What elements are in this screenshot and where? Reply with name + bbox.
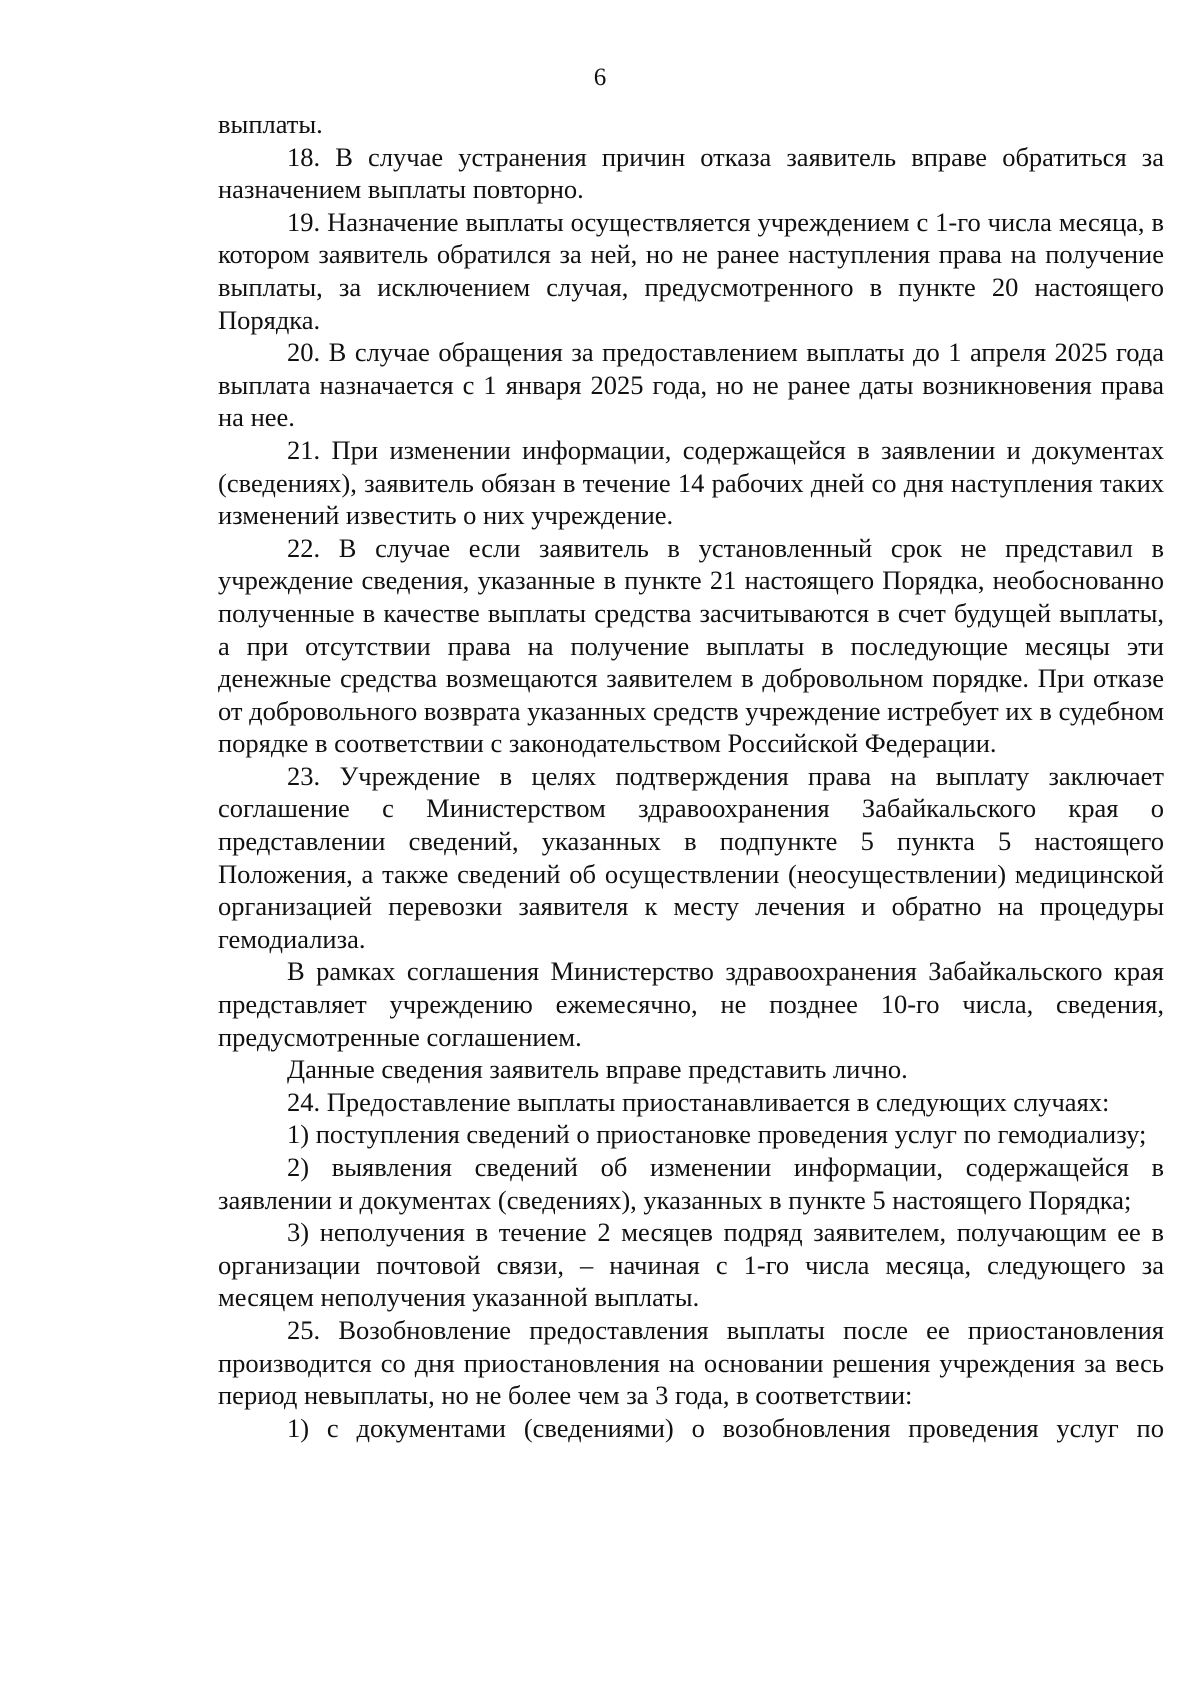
paragraph-24-item-2: 2) выявления сведений об изменении информации, содержащейся в заявлении и документах (сведениях), указанных в пункте 5 настоящего Порядка; <box>218 1152 1164 1215</box>
paragraph-25: 25. Возобновление предоставления выплаты после ее приостановления производится со дня приостановления на основании решения учреждения за весь период невыплаты, но не более чем за 3 года, в соответствии: <box>218 1314 1164 1411</box>
paragraph-21: 21. При изменении информации, содержащейся в заявлении и документах (сведениях), заявитель обязан в течение 14 рабочих дней со дня наступления таких изменений известить о них учреждение. <box>218 434 1164 531</box>
page-number: 6 <box>593 64 607 91</box>
document-body <box>218 108 1164 1444</box>
paragraph-continuation: выплаты. <box>218 109 323 139</box>
paragraph-23-agreement: В рамках соглашения Министерство здравоохранения Забайкальского края представляет учреждению ежемесячно, не позднее 10-го числа, сведения, предусмотренные соглашением. <box>218 956 1164 1052</box>
paragraph-25-item-1: 1) с документами (сведениями) о возобновления проведения услуг по <box>287 1412 1164 1443</box>
paragraph-20: 20. В случае обращения за предоставлением выплаты до 1 апреля 2025 года выплата назначается с 1 января 2025 года, но не ранее даты возникновения права на нее. <box>218 337 1164 433</box>
paragraph-24: 24. Предоставление выплаты приостанавливается в следующих случаях: <box>287 1086 1110 1117</box>
paragraph-18: 18. В случае устранения причин отказа заявитель вправе обратиться за назначением выплаты повторно. <box>218 141 1164 205</box>
paragraph-23: 23. Учреждение в целях подтверждения права на выплату заключает соглашение с Министерством здравоохранения Забайкальского края о представлении сведений, указанных в подпункте 5 пункта 5 настоящего Положения, а также сведений об осуществлении (неосуществлении) медицинской организацией перевозки заявителя к месту лечения и обратно на процедуры гемодиализа. <box>218 760 1164 954</box>
paragraph-23-personal: Данные сведения заявитель вправе представить лично. <box>287 1054 908 1085</box>
paragraph-24-item-1: 1) поступления сведений о приостановке проведения услуг по гемодиализу; <box>287 1119 1147 1150</box>
paragraph-22: 22. В случае если заявитель в установленный срок не представил в учреждение сведения, указанные в пункте 21 настоящего Порядка, необоснованно полученные в качестве выплаты средства засчитываются в счет будущей выплаты, а при отсутствии права на получение выплаты в последующие месяцы эти денежные средства возмещаются заявителем в добровольном порядке. При отказе от добровольного возврата указанных средств учреждение истребует их в судебном порядке в соответствии с законодательством Российской Федерации. <box>218 532 1164 759</box>
paragraph-24-item-3: 3) неполучения в течение 2 месяцев подряд заявителем, получающим ее в организации почтовой связи, – начиная с 1-го числа месяца, следующего за месяцем неполучения указанной выплаты. <box>218 1217 1164 1313</box>
paragraph-19: 19. Назначение выплаты осуществляется учреждением с 1-го числа месяца, в котором заявитель обратился за ней, но не ранее наступления права на получение выплаты, за исключением случая, предусмотренного в пункте 20 настоящего Порядка. <box>218 206 1164 335</box>
